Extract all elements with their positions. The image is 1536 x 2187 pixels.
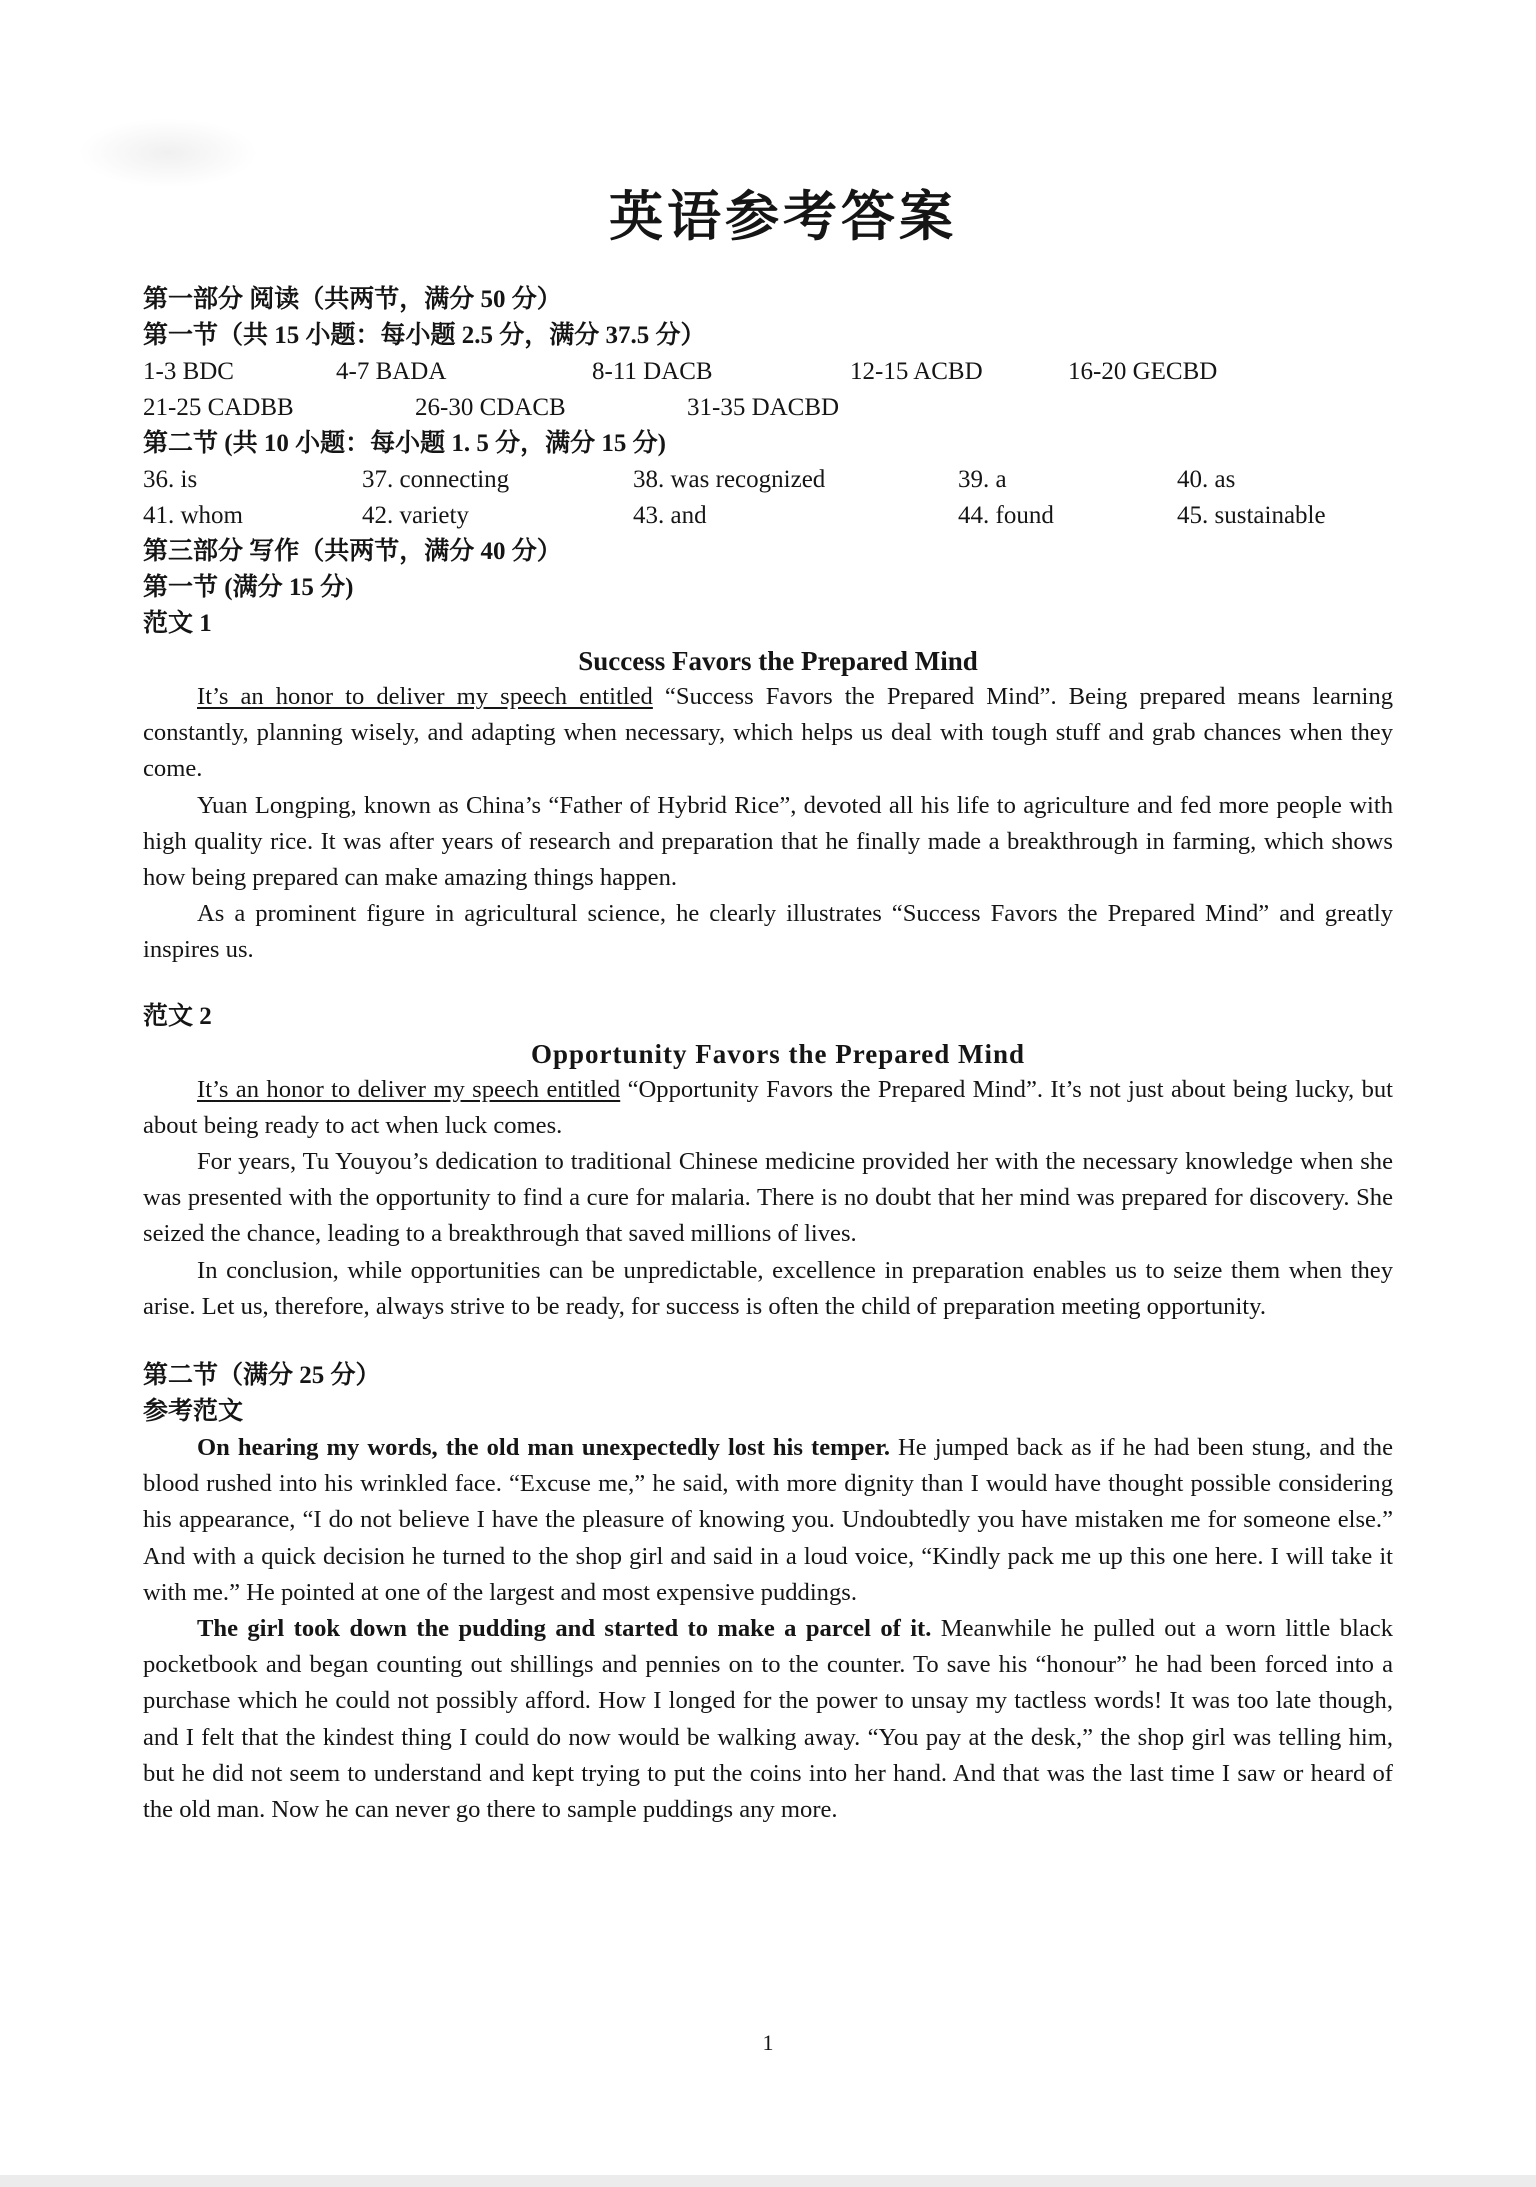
reading-answers-row-2 [143, 390, 1393, 426]
part3-section2-heading: 第二节（满分 25 分） [143, 1362, 381, 1390]
answer-sheet-page [143, 187, 1393, 1828]
reading-answers-row-1 [143, 354, 1393, 390]
sample2-label: 范文 2 [143, 1002, 212, 1030]
page-number: 1 [762, 2030, 774, 2055]
sample1-paragraph-2: Yuan Longping, known as China’s “Father of Hybrid Rice”, devoted all his life to agriculture and fed more people with high quality rice. It was after years of research and preparation that he finally made a breakthrough in farming, which shows how being prepared can make amazing things happen. [143, 791, 1393, 892]
sample2-paragraph-1-text: “Opportunity Favors the Prepared Mind”. It’s not just about being lucky, but about being ready to act when luck comes. [143, 1075, 1393, 1139]
sample1-label: 范文 1 [143, 610, 212, 637]
story-paragraph-2 [143, 1611, 1393, 1828]
answer-item: 44. found [958, 502, 1054, 529]
answer-group: 31-35 DACBD [687, 394, 840, 421]
sample1-title: Success Favors the Prepared Mind [578, 646, 978, 676]
story-paragraph-1-text: He jumped back as if he had been stung, and the blood rushed into his wrinkled face. “Excuse me,” he said, with more dignity than I would have thought possible considering his appearance, “I do not believe I have the pleasure of knowing you. Undoubtedly you have mistaken me for someone else.” And with a quick decision he turned to the shop girl and said in a loud voice, “Kindly pack me up this one here. I will take it with me.” He pointed at one of the largest and most expensive puddings. [143, 1434, 1393, 1606]
answer-group: 1-3 BDC [143, 358, 234, 385]
story-paragraph-2-opening: The girl took down the pudding and started to make a parcel of it. [197, 1615, 932, 1643]
part3-section1-heading: 第一节 (满分 15 分) [143, 574, 354, 601]
page-title: 英语参考答案 [609, 187, 957, 247]
answer-item: 39. a [958, 466, 1007, 493]
answer-group: 16-20 GECBD [1068, 358, 1218, 385]
answer-item: 38. was recognized [633, 466, 826, 493]
story-paragraph-1-opening: On hearing my words, the old man unexpectedly lost his temper. [197, 1434, 890, 1462]
spacer [143, 1325, 1393, 1358]
sample2-paragraph-2: For years, Tu Youyou’s dedication to traditional Chinese medicine provided her with the necessary knowledge when she was presented with the opportunity to find a cure for malaria. There is no doubt that her mind was prepared for discovery. She seized the chance, leading to a breakthrough that saved millions of lives. [143, 1148, 1393, 1248]
answer-item: 37. connecting [362, 466, 510, 493]
sample1-paragraph-1 [143, 679, 1393, 788]
sample1-underlined-opening: It’s an honor to deliver my speech entitled [197, 683, 653, 710]
answer-item: 41. whom [143, 502, 243, 529]
sample2-paragraph-3: In conclusion, while opportunities can be unpredictable, excellence in preparation enables us to seize them when they arise. Let us, therefore, always strive to be ready, for success is often the child of preparation meeting opportunity. [143, 1256, 1393, 1320]
sample2-underlined-opening: It’s an honor to deliver my speech entitled [197, 1075, 621, 1103]
answer-group: 21-25 CADBB [143, 394, 294, 421]
answer-group: 8-11 DACB [592, 358, 713, 385]
reference-label: 参考范文 [143, 1398, 244, 1426]
part1-heading: 第一部分 阅读（共两节，满分 50 分） [143, 286, 562, 313]
spacer [143, 969, 1393, 999]
sample1-paragraph-3: As a prominent figure in agricultural science, he clearly illustrates “Success Favors the Prepared Mind” and greatly inspires us. [143, 900, 1393, 964]
answer-item: 36. is [143, 466, 198, 493]
scan-bottom-edge [0, 2175, 1536, 2187]
answer-item: 45. sustainable [1177, 502, 1326, 529]
answer-item: 43. and [633, 502, 707, 529]
scan-smudge [78, 118, 258, 188]
answer-item: 42. variety [362, 502, 469, 529]
answer-group: 26-30 CDACB [415, 394, 566, 421]
sample1-paragraph-1-text: “Success Favors the Prepared Mind”. Being prepared means learning constantly, planning wisely, and adapting when necessary, which helps us deal with tough stuff and grab chances when they come. [143, 683, 1393, 783]
sample2-paragraph-1 [143, 1072, 1393, 1144]
story-paragraph-1 [143, 1430, 1393, 1611]
answer-group: 4-7 BADA [336, 358, 447, 385]
story-paragraph-2-text: Meanwhile he pulled out a worn little black pocketbook and began counting out shillings and pennies on to the counter. To save his “honour” he had been forced into a purchase which he could not possibly afford. How I longed for the power to unsay my tactless words! It was too late though, and I felt that the kindest thing I could do now would be walking away. “You pay at the desk,” the shop girl was telling him, but he did not seem to understand and kept trying to put the coins into her hand. And that was the last time I saw or heard of the old man. Now he can never go there to sample puddings any more. [143, 1615, 1393, 1824]
part1-section2-heading: 第二节 (共 10 小题：每小题 1. 5 分，满分 15 分) [143, 430, 666, 457]
part3-heading: 第三部分 写作（共两节，满分 40 分） [143, 538, 562, 565]
grammar-answers-row-2 [143, 498, 1393, 534]
part1-section1-heading: 第一节（共 15 小题：每小题 2.5 分，满分 37.5 分） [143, 322, 706, 349]
sample2-title: Opportunity Favors the Prepared Mind [530, 1038, 1025, 1069]
answer-group: 12-15 ACBD [850, 358, 983, 385]
grammar-answers-row-1 [143, 462, 1393, 498]
answer-item: 40. as [1177, 466, 1236, 493]
